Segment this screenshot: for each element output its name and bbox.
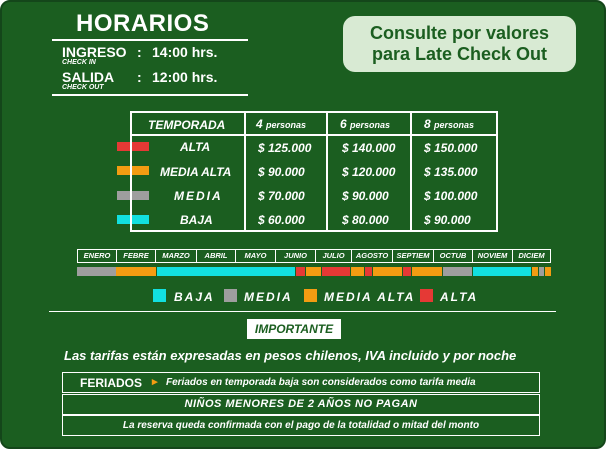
table-divider bbox=[410, 113, 412, 230]
checkout-sub: CHECK OUT bbox=[62, 84, 104, 91]
legend-label-media: MEDIA bbox=[244, 290, 293, 304]
season-segment bbox=[532, 267, 538, 276]
feriados-label: FERIADOS bbox=[80, 376, 143, 390]
checkin-label: INGRESO bbox=[62, 44, 127, 60]
legend-swatch-media bbox=[224, 289, 237, 302]
checkin-time: 14:00 hrs. bbox=[152, 44, 218, 60]
month-marzo: MARZO bbox=[155, 249, 197, 263]
price-cell: $ 90.000 bbox=[342, 189, 389, 203]
price-cell: $ 150.000 bbox=[424, 141, 478, 155]
checkout-time: 12:00 hrs. bbox=[152, 69, 218, 85]
checkin-separator: : bbox=[137, 44, 142, 60]
legend-label-media-alta: MEDIA ALTA bbox=[324, 290, 416, 304]
price-cell: $ 70.000 bbox=[258, 189, 305, 203]
month-enero: ENERO bbox=[77, 249, 117, 263]
rates-table bbox=[130, 111, 498, 232]
checkin-sub: CHECK IN bbox=[62, 59, 96, 66]
legend-label-baja: BAJA bbox=[174, 290, 215, 304]
table-divider bbox=[326, 113, 328, 230]
header-season: TEMPORADA bbox=[148, 118, 226, 132]
row-season-alta: ALTA bbox=[180, 140, 211, 154]
month-junio: JUNIO bbox=[275, 249, 316, 263]
header-col-6: 6 personas bbox=[340, 117, 391, 131]
season-segment bbox=[322, 267, 350, 276]
season-segment bbox=[116, 267, 156, 276]
season-segment bbox=[412, 267, 442, 276]
checkout-separator: : bbox=[137, 69, 142, 85]
season-segment bbox=[473, 267, 531, 276]
month-septiembre: SEPTIEM bbox=[392, 249, 434, 263]
month-julio: JULIO bbox=[315, 249, 352, 263]
price-cell: $ 125.000 bbox=[258, 141, 312, 155]
season-segment bbox=[306, 267, 321, 276]
legend-swatch-media-alta bbox=[304, 289, 317, 302]
month-abril: ABRIL bbox=[196, 249, 236, 263]
season-segment bbox=[77, 267, 116, 276]
price-cell: $ 140.000 bbox=[342, 141, 396, 155]
schedule-title: HORARIOS bbox=[76, 10, 210, 37]
divider bbox=[52, 94, 248, 96]
ninos-row: NIÑOS MENORES DE 2 AÑOS NO PAGAN bbox=[62, 394, 540, 415]
arrow-right-icon: ▸ bbox=[152, 376, 158, 388]
header-col-4: 4 personas bbox=[256, 117, 307, 131]
price-cell: $ 120.000 bbox=[342, 165, 396, 179]
month-febrero: FEBRE bbox=[116, 249, 156, 263]
price-cell: $ 80.000 bbox=[342, 213, 389, 227]
checkout-label: SALIDA bbox=[62, 69, 115, 85]
feriados-row bbox=[62, 372, 540, 393]
feriados-text: Feriados en temporada baja son considerados como tarifa media bbox=[166, 377, 476, 388]
legend-swatch-baja bbox=[153, 289, 166, 302]
table-divider bbox=[244, 113, 246, 230]
season-segment bbox=[403, 267, 411, 276]
price-cell: $ 60.000 bbox=[258, 213, 305, 227]
row-season-baja: BAJA bbox=[180, 213, 213, 227]
currency-note: Las tarifas están expresadas en pesos chilenos, IVA incluido y por noche bbox=[64, 348, 517, 363]
header-col-8: 8 personas bbox=[424, 117, 475, 131]
month-diciembre: DICIEM bbox=[512, 249, 551, 263]
row-season-media-alta: MEDIA ALTA bbox=[160, 165, 232, 179]
late-checkout-line1: Consulte por valores bbox=[369, 23, 550, 43]
month-agosto: AGOSTO bbox=[351, 249, 393, 263]
price-cell: $ 135.000 bbox=[424, 165, 478, 179]
season-segment bbox=[351, 267, 364, 276]
season-segment bbox=[365, 267, 372, 276]
row-season-media: MEDIA bbox=[174, 189, 223, 203]
season-segment bbox=[443, 267, 472, 276]
season-segment bbox=[157, 267, 295, 276]
reserva-row: La reserva queda confirmada con el pago de la totalidad o mitad del monto bbox=[62, 415, 540, 436]
month-mayo: MAYO bbox=[235, 249, 276, 263]
important-badge: IMPORTANTE bbox=[247, 319, 341, 339]
season-segment bbox=[539, 267, 544, 276]
divider bbox=[52, 39, 248, 41]
late-checkout-line2: para Late Check Out bbox=[371, 44, 548, 64]
price-cell: $ 90.000 bbox=[424, 213, 471, 227]
late-checkout-banner bbox=[343, 16, 576, 72]
price-cell: $ 90.000 bbox=[258, 165, 305, 179]
season-segment bbox=[545, 267, 551, 276]
table-divider bbox=[132, 134, 496, 136]
legend-label-alta: ALTA bbox=[440, 290, 479, 304]
price-cell: $ 100.000 bbox=[424, 189, 478, 203]
month-octubre: OCTUB bbox=[433, 249, 473, 263]
legend-swatch-alta bbox=[420, 289, 433, 302]
divider bbox=[49, 311, 556, 312]
month-noviembre: NOVIEM bbox=[472, 249, 513, 263]
season-segment bbox=[296, 267, 305, 276]
season-segment bbox=[373, 267, 402, 276]
